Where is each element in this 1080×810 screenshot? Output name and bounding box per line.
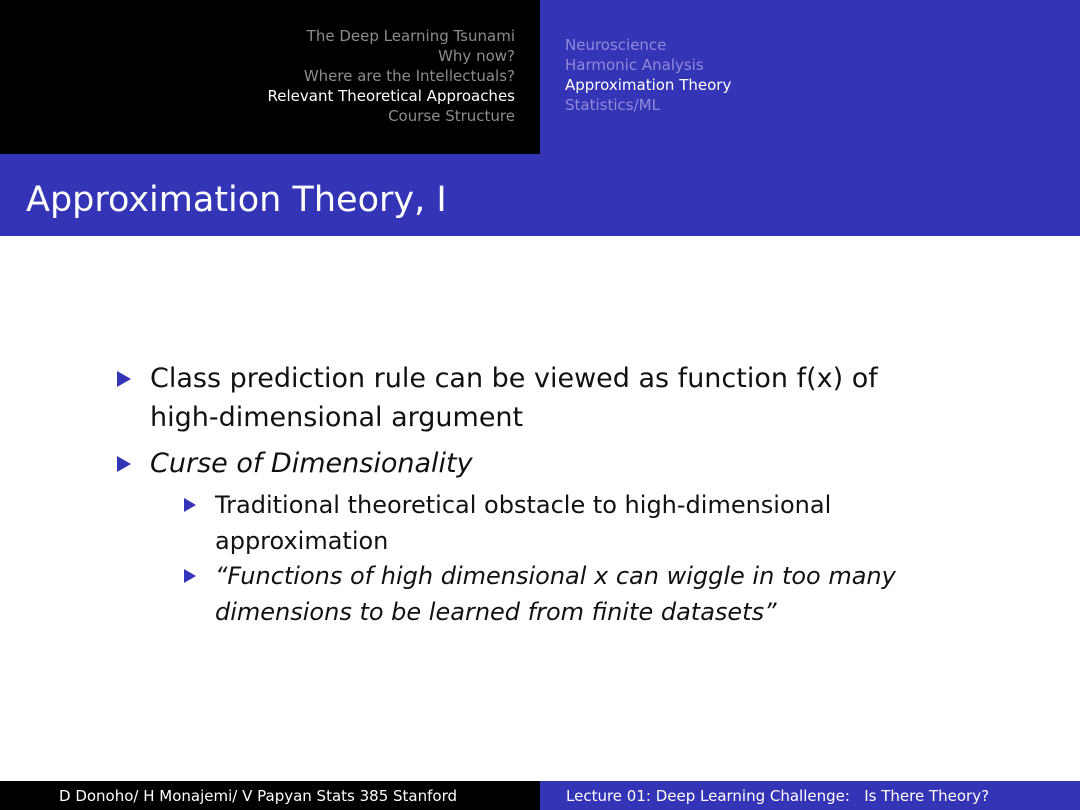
section-link-deep-learning-tsunami[interactable]: The Deep Learning Tsunami [306,27,515,45]
footer-authors: D Donoho/ H Monajemi/ V Papyan Stats 385 Stanford [59,787,457,805]
sub-bullet-2-line-1: “Functions of high dimensional x can wiggle in too many [215,562,896,590]
section-link-intellectuals[interactable]: Where are the Intellectuals? [303,67,515,85]
bullet-item-2: Curse of Dimensionality [150,448,473,479]
header-subsection-nav [540,0,1080,154]
section-list [268,26,515,126]
header-section-nav [0,0,540,154]
section-link-why-now[interactable]: Why now? [438,47,515,65]
sub-bullet-1-line-2: approximation [215,527,389,555]
triangle-bullet-icon [184,569,196,583]
footer-lecture-bar [540,781,1080,810]
bullet-item-1-line-1: Class prediction rule can be viewed as function f(x) of [150,363,878,394]
footer-lecture-title: Lecture 01: Deep Learning Challenge: Is There Theory? [566,787,990,805]
subsection-link-approximation-theory[interactable]: Approximation Theory [565,76,732,94]
bullet-item-1-line-2: high-dimensional argument [150,402,524,433]
subsection-link-harmonic-analysis[interactable]: Harmonic Analysis [565,56,704,74]
frame-title: Approximation Theory, I [26,180,447,220]
subsection-link-statistics-ml[interactable]: Statistics/ML [565,96,660,114]
sub-bullet-1-line-1: Traditional theoretical obstacle to high-dimensional [215,491,832,519]
triangle-bullet-icon [117,371,131,387]
subsection-list [565,35,731,115]
sub-bullet-2-line-2: dimensions to be learned from finite datasets” [215,598,777,626]
triangle-bullet-icon [117,456,131,472]
section-link-theoretical-approaches[interactable]: Relevant Theoretical Approaches [267,87,515,105]
footer-authors-bar [0,781,540,810]
subsection-link-neuroscience[interactable]: Neuroscience [565,36,667,54]
triangle-bullet-icon [184,498,196,512]
section-link-course-structure[interactable]: Course Structure [388,107,515,125]
